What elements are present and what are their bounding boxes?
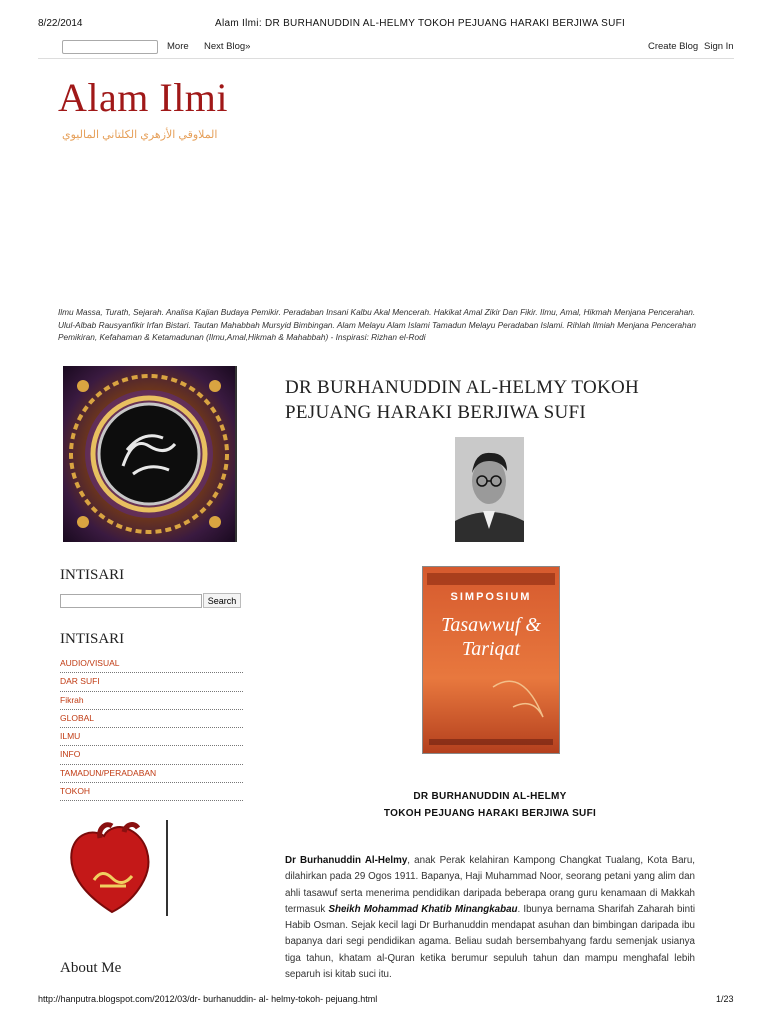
paragraph-part-a: , anak Perak kelahiran Kampong Changkat Tualang, Kota Baru, dilahirkan pada 29 Ogos 1911. Bapanya, Haji Muhammad Noor, seorang petani yang alim dan ahli tasawuf serta menerima pendidikan daripada beberapa orang guru kenamaan di Makkah termasuk [285, 855, 695, 915]
category-list [60, 656, 243, 802]
paragraph-part-b: . Ibunya bernama Sharifah Zaharah binti Habib Osman. Sejak kecil lagi Dr Burhanuddin mendapat asuhan dan bimbingan daripada ibu bapanya dari segi pendidikan agama. Beliau sudah bersembahyang fardu semenjak usianya tiga tahun, khatam al-Quran ketika berumur sepuluh tahun dan mampu menghafal lebih separuh isi kitab suci itu. [285, 903, 695, 981]
about-me-title: About Me [60, 960, 122, 976]
post-sub-heading [285, 788, 695, 822]
post-title: DR BURHANUDDIN AL-HELMY TOKOH PEJUANG HARAKI BERJIWA SUFI [285, 377, 640, 423]
more-link[interactable]: More [167, 41, 189, 52]
blog-title[interactable]: Alam Ilmi [58, 75, 229, 120]
search-button[interactable]: Search [203, 593, 241, 608]
widget-title-intisari-1: INTISARI [60, 567, 125, 583]
heart-calligraphy-image [62, 820, 168, 916]
blogger-navbar [0, 38, 768, 58]
header-divider [38, 58, 734, 59]
print-page-number: 1/23 [716, 994, 734, 1004]
print-title: Alam Ilmi: DR BURHANUDDIN AL-HELMY TOKOH PEJUANG HARAKI BERJIWA SUFI [215, 18, 626, 29]
create-blog-link[interactable]: Create Blog [648, 41, 699, 52]
print-date: 8/22/2014 [38, 18, 83, 29]
sub-heading-line-1: DR BURHANUDDIN AL-HELMY [413, 791, 567, 802]
widget-title-intisari-2: INTISARI [60, 631, 125, 647]
sidebar-search-input[interactable] [60, 594, 202, 608]
portrait-photo [455, 437, 524, 542]
blog-arabic-subtitle: الملاوقي الأزهري الكلتاني الماليوي [62, 129, 218, 141]
book-top-text: SIMPOSIUM [450, 591, 532, 603]
sheikh-name: Sheikh Mohammad Khatib Minangkabau [328, 903, 518, 915]
category-link[interactable]: Fikrah [60, 693, 243, 710]
sub-heading-line-2: TOKOH PEJUANG HARAKI BERJIWA SUFI [383, 808, 597, 819]
subject-name: Dr Burhanuddin Al-Helmy [285, 855, 408, 866]
category-link[interactable]: GLOBAL [60, 711, 243, 728]
blog-description: Ilmu Massa, Turath, Sejarah. Analisa Kajian Budaya Pemikir. Peradaban Insani Kalbu Akal Mencerah. Hakikat Amal Zikir Dan Fikir. Ilmu, Amal, Hikmah Menjana Pencerahan. Ulul-Albab Rausyanfikir Irfan Bistari. Tautan Mahabbah Mursyid Bimbingan. Alam Melayu Alam Islami Tamadun Melayu Peradaban Islami. Rihlah Ilmiah Menjana Pencerahan Pemikiran, Kefahaman & Ketamadunan (Ilmu,Amal,Hikmah & Mahabbah) - Inspirasi: Rizhan el-Rodi [58, 307, 696, 342]
symposium-book-cover [422, 566, 560, 754]
category-link[interactable]: ILMU [60, 729, 243, 746]
category-link[interactable]: AUDIO/VISUAL [60, 656, 243, 673]
navbar-search-input[interactable] [62, 40, 158, 54]
post-body-paragraph [285, 853, 695, 983]
next-blog-link[interactable]: Next Blog» [204, 41, 251, 52]
category-link[interactable]: TOKOH [60, 784, 243, 801]
calligraphy-image [63, 366, 237, 542]
book-main-text: Tasawwuf & Tariqat [441, 614, 541, 660]
category-link[interactable]: TAMADUN/PERADABAN [60, 766, 243, 783]
category-link[interactable]: DAR SUFI [60, 674, 243, 691]
print-footer-url: http://hanputra.blogspot.com/2012/03/dr- burhanuddin- al- helmy-tokoh- pejuang.html [38, 994, 378, 1004]
category-link[interactable]: INFO [60, 747, 243, 764]
sign-in-link[interactable]: Sign In [704, 41, 734, 52]
